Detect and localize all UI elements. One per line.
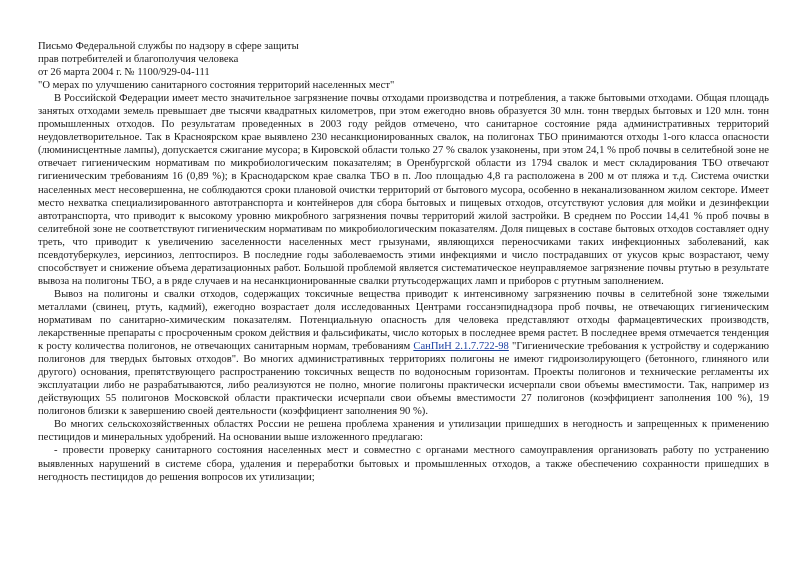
document-page	[38, 40, 769, 484]
header-line-3: от 26 марта 2004 г. № 1100/929-04-111	[38, 67, 210, 79]
list-item: - провести проверку санитарного состояния населенных мест и совместно с органами местного самоуправления организовать работу по устранению выявленных нарушений в системе сбора, удаления и переработки бытовых и промышленных отходов, а также обеспечению сохранности пришедших в негодность пестицидов до решения вопросов их утилизации;	[38, 445, 769, 483]
paragraph-2	[38, 288, 769, 418]
sanpin-link[interactable]: СанПиН 2.1.7.722-98	[413, 341, 509, 353]
paragraph-2-text-before: Вывоз на полигоны и свалки отходов, содержащих токсичные вещества приводит к интенсивному загрязнению почвы в селитебной зоне тяжелыми металлами (свинец, ртуть, кадмий), ежегодно возрастает доля исследованных Центрами госсанэпиднадзора проб почвы, не отвечающих гигиеническим нормативам по санитарно-химическим показателям. Потенциальную опасность для человека представляют отходы фармацевтических производств, лекарственные препараты с просроченным сроком действия и фальсификаты, число которых в последнее время растет. В последнее время отмечается тенденция к росту количества полигонов, не отвечающих санитарным нормам, требованиям	[38, 288, 769, 353]
document-header	[38, 40, 769, 92]
header-line-2: прав потребителей и благополучия человека	[38, 54, 239, 66]
header-line-1: Письмо Федеральной службы по надзору в сфере защиты	[38, 41, 299, 52]
paragraph-2-text-after: "Гигиенические требования к устройству и содержанию полигонов для твердых бытовых отходов". Во многих административных территориях полигоны не имеют гидроизолирующего (бетонного, глиняного или другого) основания, препятствующего распространению токсичных веществ по водоносным горизонтам. Проекты полигонов и технические регламенты их эксплуатации либо не разрабатываются, либо реализуются не полно, многие полигоны практически исчерпали свои объемы вместимости. Так, например из действующих 55 полигонов Московской области практически исчерпали свои объемы вместимости 27 полигонов (коэффициент заполнения 100 %), 19 полигонов близки к завершению своей деятельности (коэффициент заполнения 90 %).	[38, 341, 769, 418]
header-line-4: "О мерах по улучшению санитарного состояния территорий населенных мест"	[38, 80, 395, 92]
paragraph-3: Во многих сельскохозяйственных областях России не решена проблема хранения и утилизации пришедших в негодность и запрещенных к применению пестицидов и минеральных удобрений. На основании выше изложенного предлагаю:	[38, 419, 769, 444]
paragraph-1: В Российской Федерации имеет место значительное загрязнение почвы отходами производства и потребления, а также бытовыми отходами. Общая площадь занятых отходами земель превышает две тысячи квадратных километров, при этом ежегодно вновь образуется 30 млн. тонн твердых бытовых и 120 млн. тонн промышленных отходов. По результатам проведенных в 2003 году рейдов отмечено, что санитарное состояние ряда административных территорий неудовлетворительное. Так в Красноярском крае выявлено 230 несанкционированных свалок, на полигонах ТБО принимаются отходы 1-ого класса опасности (люминисцентные лампы), допускается сжигание мусора; в Кировской области только 27 % свалок узаконены, при этом 24,1 % проб почвы в селитебной зоне не отвечает гигиеническим нормативам по микробиологическим показателям; в Оренбургской области из 1794 свалок и мест складирования ТБО отвечают гигиеническим требованиям 16 (0,89 %); в Краснодарском крае свалка ТБО в п. Лоо площадью 4,8 га расположена в 200 м от пляжа и т.д. Система очистки населенных мест несовершенна, не соблюдаются сроки плановой очистки территорий от бытового мусора, особенно в неканализованном жилом секторе. Имеет место нехватка специализированного автотранспорта и контейнеров для сбора бытовых и пищевых отходов, отсутствуют условия для мойки и дезинфекции автотранспорта, что приводит к высокому уровню микробного загрязнения почвы территорий жилой застройки. В среднем по России 14,41 % проб почвы в селитебной зоне не соответствуют гигиеническим нормативам по микробиологическим показателям. Доля пищевых в составе бытовых отходов составляет одну треть, что приводит к увеличению заселенности населенных мест грызунами, являющихся переносчиками таких инфекционных заболеваний, как псевдотуберкулез, иерсиниоз, лептоспироз. В последние годы заболеваемость этими инфекциями и число пострадавших от укусов крыс возрастают, чему способствует и снижение объема дератизационных работ. Большой проблемой является систематическое неуправляемое загрязнение почвы ртутью в результате вывоза на полигоны ТБО, а в ряде случаев и на несанкционированные свалки ртутьсодержащих ламп и приборов с ртутным заполнением.	[38, 93, 769, 287]
